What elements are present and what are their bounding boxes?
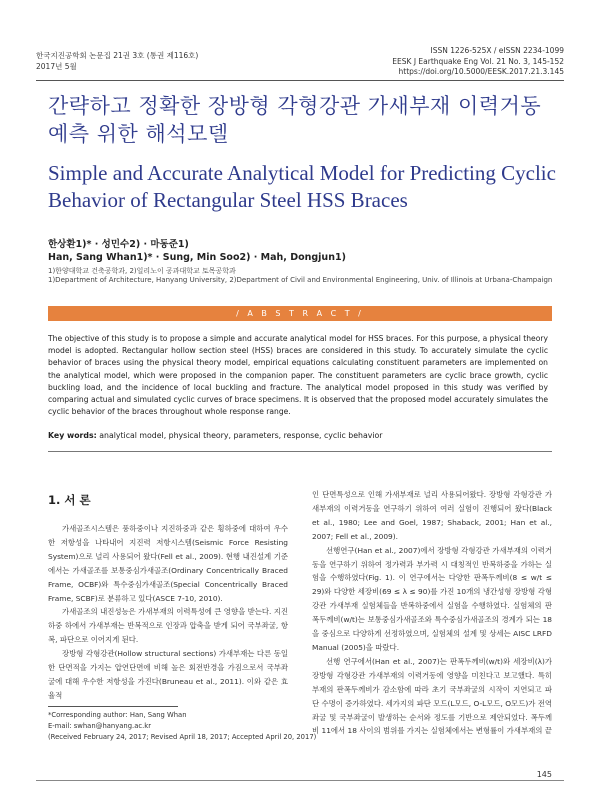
issue-date-ko: 2017년 5월: [36, 62, 77, 71]
keywords: [48, 431, 383, 440]
corr-name: Han, Sang Whan: [129, 711, 187, 719]
keywords-label: Key words:: [48, 431, 97, 440]
paragraph: 인 단면특성으로 인해 가새부재로 널리 사용되어왔다. 장방형 각형강관 가새부재의 이력거동을 연구하기 위하여 여러 실험이 진행되어 왔다(Black et al., 1980; Lee and Goel, 1987; Shaback, 2001; Han et al., 2007; Fell et al., 2009).: [312, 490, 552, 541]
paragraph: 가새골조시스템은 풍하중이나 지진하중과 같은 횡하중에 대하여 우수한 저항성을 나타내어 지진력 저항시스템(Seismic Force Resisting System)으로 널리 사용되어 왔다(Fell et al., 2009). 현행 내진설계 기준에서는 가새골조를 보통중심가새골조(Ordinary Concentrically Braced Frame, OCBF)와 특수중심가새골조(Special Concentrically Braced Frame, SCBF)로 분류하고 있다(ASCE 7-10, 2010).: [48, 524, 288, 603]
section-heading: 1. 서 론: [48, 493, 91, 507]
email[interactable]: E-mail: swhan@hanyang.ac.kr: [48, 722, 151, 730]
received-dates: (Received February 24, 2017; Revised April 18, 2017; Accepted April 20, 2017): [48, 733, 317, 741]
title-ko-line2: 예측 위한 해석모델: [48, 122, 229, 146]
footnote-divider: [48, 706, 178, 707]
paragraph: 장방형 각형강관(Hollow structural sections) 가새부재는 다른 동일한 단면적을 가지는 압연단면에 비해 높은 회전반경을 가짐으로서 국부좌굴에 대해 우수한 저항성을 가진다(Bruneau et al., 2011). 이와 같은 효율적: [48, 649, 288, 700]
paragraph: 가새골조의 내진성능은 가새부재의 이력특성에 큰 영향을 받는다. 지진하중 하에서 가새부재는 반복적으로 인장과 압축을 받게 되어 국부좌굴, 항복, 파단으로 이어지게 된다.: [48, 607, 288, 645]
journal-name-ko: 한국지진공학회 논문집 21권 3호 (통권 제116호): [36, 51, 199, 60]
authors-english: Han, Sang Whan1)* · Sung, Min Soo2) · Mah, Dongjun1): [48, 252, 346, 263]
paragraph: 선행연구(Han et al., 2007)에서 장방형 각형강관 가새부재의 이력거동을 연구하기 위하여 정가력과 부가력 시 대칭적인 반복하중을 가하는 실험을 수행하였다(Fig. 1). 이 연구에서는 다양한 판폭두께비(8 ≤ w/t ≤ 29)와 다양한 세장비(69 ≤ λ ≤ 90)를 가진 10개의 냉간성형 장방형 각형강관 가새부재 실험체들을 반복하중에서 실험을 수행하였다. 실험체의 판폭두께비(w/t)는 보통중심가새골조와 특수중심가새골조의 경계가 되는 18을 중심으로 다양하게 선정하였으며, 실험체의 설계 및 상세는 AISC LRFD Manual (2005)을 따랐다.: [312, 545, 552, 652]
abstract-heading-bar: / A B S T R A C T /: [48, 306, 552, 321]
abstract-divider: [48, 451, 552, 452]
authors-korean: 한상환1)* · 성민수2) · 마동준1): [48, 239, 189, 250]
title-english: [48, 160, 568, 214]
journal-header-right: [392, 46, 564, 78]
title-en-line1: Simple and Accurate Analytical Model for Predicting Cyclic: [48, 161, 556, 185]
right-column: [312, 488, 552, 738]
paragraph: 선행 연구에서(Han et al., 2007)는 판폭두께비(w/t)와 세장비(λ)가 장방형 각형강관 가새부재의 이력거동에 영향을 미친다고 보고했다. 특히 부재의 판폭두께비가 감소함에 따라 초기 국부좌굴의 시작이 지연되고 파단 수명이 증가하였다. 세가지의 파단 모드(L모드, O-L모드, O모드)가 전역좌굴 및 국부좌굴이 발생하는 순서와 정도를 기반으로 제안되었다. 폭두께비 11에서 18 사이의 범위를 가지는 실험체에서는 변형률이 가새부재의 끝: [312, 656, 552, 736]
doi-link[interactable]: https://doi.org/10.5000/EESK.2017.21.3.145: [398, 67, 564, 76]
affiliation-korean: 1)한양대학교 건축공학과, 2)일리노이 공과대학교 토목공학과: [48, 267, 236, 275]
keywords-list: analytical model, physical theory, parameters, response, cyclic behavior: [99, 431, 383, 440]
affiliation-english: 1)Department of Architecture, Hanyang University, 2)Department of Civil and Environmental Engineering, Univ. of Illinois at Urbana-Champaign: [48, 276, 553, 284]
corresponding-author: [48, 710, 316, 721]
footer-divider: [36, 780, 564, 781]
journal-name-en: EESK J Earthquake Eng Vol. 21 No. 3, 145-152: [392, 56, 564, 66]
header-divider: [36, 80, 564, 81]
issn: ISSN 1226-525X / eISSN 2234-1099: [430, 46, 564, 55]
left-column: [48, 522, 288, 703]
page-number: 145: [536, 770, 552, 779]
title-ko-line1: 간략하고 정확한 장방형 각형강관 가새부재 이력거동: [48, 94, 542, 118]
journal-header-left: [36, 50, 198, 72]
title-en-line2: Behavior of Rectangular Steel HSS Braces: [48, 188, 408, 212]
corr-label: *Corresponding author:: [48, 711, 128, 719]
title-korean: [48, 92, 568, 148]
abstract-text: The objective of this study is to propose a simple and accurate analytical model for HSS braces. For this purpose, a physical theory model is adopted. Rectangular hollow section steel (HSS) braces are considered in this study. To accurately simulate the cyclic behavior of braces using the physical theory model, empirical equations calculating constituent parameters are implemented on the analytical model, which were proposed in the companion paper. The constituent parameters are cyclic brace growth, cyclic buckling load, and the incidence of local buckling and fracture. The analytical model proposed in this study was verified by comparing actual and simulated cyclic curves of brace specimens. It is observed that the proposed model accurately simulates the cyclic behavior of the braces throughout whole response range.: [48, 334, 548, 417]
footnote: [48, 710, 316, 743]
